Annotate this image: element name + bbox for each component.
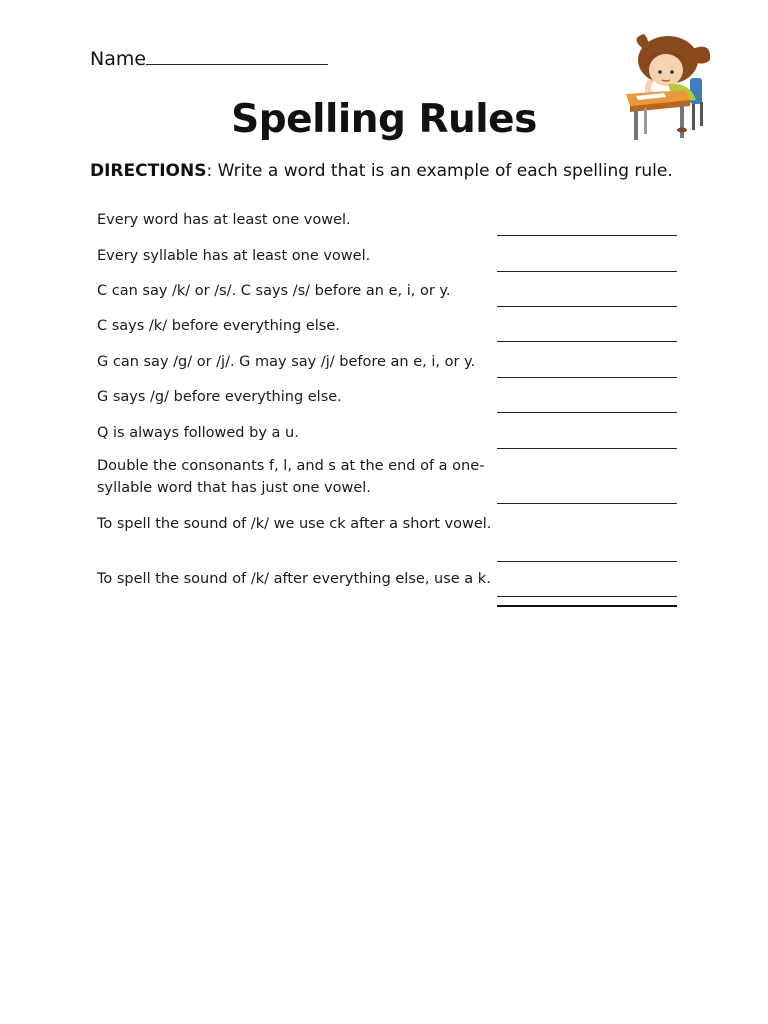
rule-3: C can say /k/ or /s/. C says /s/ before an e, i, or y. <box>97 283 451 299</box>
rule-4: C says /k/ before everything else. <box>97 318 340 334</box>
rule-9: To spell the sound of /k/ we use ck after a short vowel. <box>97 516 492 532</box>
rule-8: Double the consonants f, l, and s at the end of a one-syllable word that has just one vowel. <box>97 458 485 496</box>
rule-2: Every syllable has at least one vowel. <box>97 248 371 264</box>
answer-line-10[interactable] <box>497 596 677 597</box>
answer-double-rule <box>497 605 677 607</box>
rule-6: G says /g/ before everything else. <box>97 389 342 405</box>
answer-line-7[interactable] <box>497 448 677 449</box>
name-blank-line[interactable] <box>146 46 328 65</box>
page-title: Spelling Rules <box>231 97 537 142</box>
answer-line-4[interactable] <box>497 341 677 342</box>
girl-at-desk-icon <box>620 30 722 146</box>
rule-5: G can say /g/ or /j/. G may say /j/ before an e, i, or y. <box>97 354 476 370</box>
name-label: Name <box>90 48 147 70</box>
name-field <box>90 46 328 71</box>
answer-line-8[interactable] <box>497 503 677 504</box>
answer-line-3[interactable] <box>497 306 677 307</box>
rule-10: To spell the sound of /k/ after everything else, use a k. <box>97 571 491 587</box>
directions <box>90 160 673 182</box>
directions-text: : Write a word that is an example of each spelling rule. <box>206 161 673 181</box>
answer-line-9[interactable] <box>497 561 677 562</box>
answer-line-5[interactable] <box>497 377 677 378</box>
answer-line-2[interactable] <box>497 271 677 272</box>
answer-line-1[interactable] <box>497 235 677 236</box>
directions-label: DIRECTIONS <box>90 161 207 181</box>
rule-7: Q is always followed by a u. <box>97 425 299 441</box>
answer-line-6[interactable] <box>497 412 677 413</box>
rule-1: Every word has at least one vowel. <box>97 212 351 228</box>
